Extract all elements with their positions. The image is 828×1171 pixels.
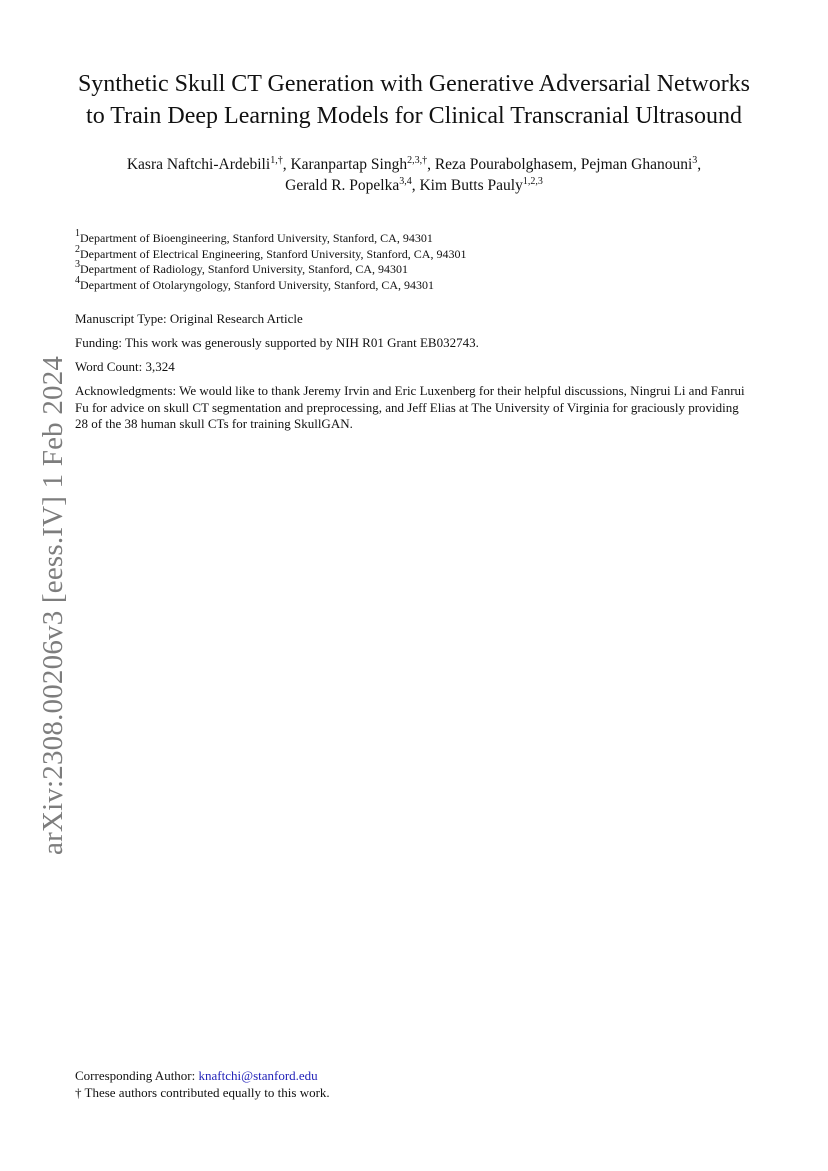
- funding-statement: Funding: This work was generously supported by NIH R01 Grant EB032743.: [75, 335, 479, 350]
- affiliation: $^1$Department of Bioengineering, Stanford University, Stanford, CA, 94301: [75, 228, 433, 245]
- author: Karanpartap Singh$^{2,3,\dagger}$: [290, 155, 428, 173]
- corresponding-email-link[interactable]: knaftchi@stanford.edu: [198, 1068, 318, 1083]
- paper-title: [40, 68, 788, 132]
- corresponding-label: Corresponding Author:: [75, 1068, 196, 1083]
- author: Reza Pourabolghasem: [434, 156, 574, 173]
- author: Gerald R. Popelka$^{3,4}$: [285, 176, 412, 194]
- affiliation: $^4$Department of Otolaryngology, Stanford University, Stanford, CA, 94301: [75, 274, 435, 292]
- acknowledgments: Acknowledgments: We would like to thank Jeremy Irvin and Eric Luxenberg for their helpful discussions, Ningrui Li and Fanrui Fu for advice on skull CT segmentation and preprocessing, and Jeff Elias at The University of Virginia for graciously providing 28 of the 38 human skull CTs for training SkullGAN.: [75, 383, 745, 431]
- author: Kim Butts Pauly$^{1,2,3}$: [419, 176, 543, 194]
- affiliation-list: [75, 228, 467, 293]
- affiliation: $^2$Department of Electrical Engineering, Stanford University, Stanford, CA, 94301: [75, 243, 467, 261]
- author: Kasra Naftchi-Ardebili$^{1,\dagger}$: [126, 155, 283, 173]
- affiliation: $^3$Department of Radiology, Stanford University, Stanford, CA, 94301: [75, 259, 409, 276]
- author: Pejman Ghanouni$^3$: [580, 155, 698, 173]
- equal-contribution-note: † These authors contributed equally to this work.: [75, 1085, 330, 1100]
- author-sup: 1,†: [270, 155, 283, 166]
- manuscript-type: Manuscript Type: Original Research Article: [75, 311, 303, 326]
- corresponding-author: [75, 1067, 330, 1084]
- author-sup: 1,2,3: [522, 176, 543, 187]
- author-list: Kasra Naftchi-Ardebili$^{1,\dagger}$, Karanpartap Singh$^{2,3,\dagger}$, Reza Pourabolghasem, Pejman Ghanouni$^3$, Gerald R. Popelka$^{3,4}$, Kim Butts Pauly$^{1,2,3}$: [126, 155, 702, 194]
- word-count: Word Count: 3,324: [75, 359, 175, 374]
- arxiv-side-stamp: arXiv:2308.00206v3 [eess.IV] 1 Feb 2024: [37, 355, 69, 855]
- title-line-2: to Train Deep Learning Models for Clinical Transcranial Ultrasound: [86, 103, 742, 129]
- author-sup: 3: [692, 155, 698, 166]
- author-sup: 2,3,†: [407, 155, 428, 166]
- author-sup: 3,4: [399, 176, 412, 187]
- title-line-1: Synthetic Skull CT Generation with Generative Adversarial Networks: [77, 71, 751, 97]
- footer-notes: [75, 1067, 330, 1101]
